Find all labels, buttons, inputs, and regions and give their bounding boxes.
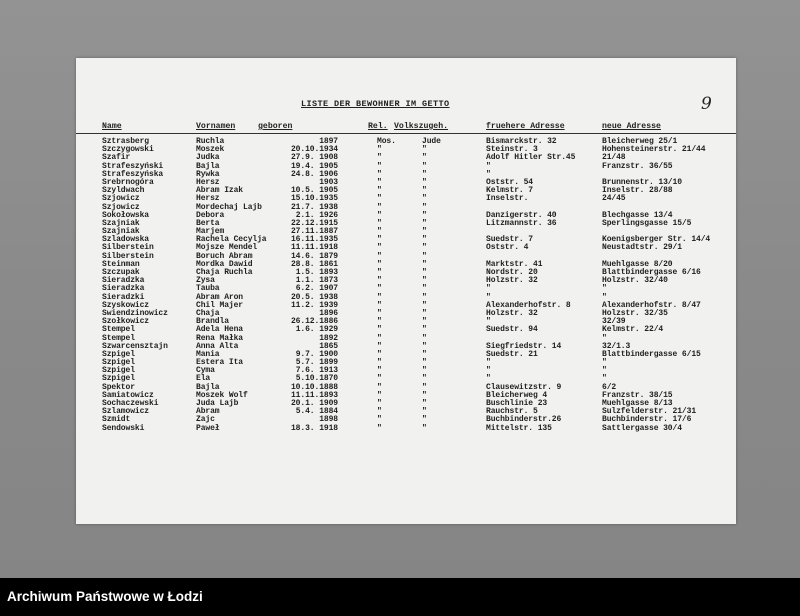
cell-new-address: ": [602, 374, 607, 384]
cell-new-address: Muehlgasse 8/20: [602, 259, 673, 269]
cell-nationality: ": [422, 259, 427, 269]
cell-first-name: Debora: [196, 210, 225, 220]
cell-religion: ": [377, 399, 382, 408]
cell-born: 20.5. 1938: [290, 292, 338, 302]
cell-religion: ": [377, 194, 382, 204]
cell-religion: ": [377, 251, 382, 261]
page-number: 9: [701, 94, 712, 114]
cell-born: 27.9. 1908: [290, 153, 338, 163]
cell-first-name: Anna Alta: [196, 341, 239, 351]
cell-new-address: Kelmstr. 22/4: [602, 325, 664, 335]
cell-born: 21.7. 1938: [290, 202, 338, 212]
cell-born: 20.1. 1909: [290, 399, 338, 408]
cell-first-name: Berta: [196, 218, 220, 228]
cell-old-address: Alexanderhofstr. 8: [486, 300, 571, 310]
cell-old-address: ": [486, 374, 491, 384]
cell-first-name: Boruch Abram: [196, 251, 253, 261]
cell-born: 26.12.1886: [290, 317, 338, 327]
cell-nationality: ": [422, 186, 427, 196]
cell-first-name: Marjem: [196, 227, 225, 237]
cell-new-address: Buchbinderstr. 17/6: [602, 415, 692, 425]
cell-religion: ": [377, 333, 382, 343]
cell-nationality: ": [422, 358, 427, 368]
cell-nationality: ": [422, 268, 427, 277]
cell-born: 5.4. 1884: [295, 407, 338, 417]
cell-religion: ": [377, 268, 382, 277]
cell-old-address: ": [486, 161, 491, 171]
cell-first-name: Bajla: [196, 161, 220, 171]
cell-first-name: Abram Aron: [196, 292, 244, 302]
cell-old-address: ": [486, 292, 491, 302]
cell-religion: ": [377, 153, 382, 163]
cell-born: 20.10.1934: [290, 145, 338, 155]
cell-nationality: ": [422, 415, 427, 425]
cell-new-address: Blattbindergasse 6/15: [602, 349, 701, 359]
cell-religion: ": [377, 325, 382, 335]
cell-nationality: ": [422, 251, 427, 261]
cell-nationality: ": [422, 276, 427, 286]
cell-old-address: Holzstr. 32: [486, 308, 538, 318]
cell-name: Szczygowski: [102, 145, 154, 155]
cell-first-name: Moszek Wolf: [196, 390, 248, 400]
cell-first-name: Rena Małka: [196, 333, 244, 343]
cell-nationality: ": [422, 374, 427, 384]
cell-first-name: Hersz: [196, 194, 220, 204]
cell-born: 1.1. 1873: [295, 276, 338, 286]
cell-first-name: Ela: [196, 374, 211, 384]
cell-nationality: ": [422, 292, 427, 302]
cell-religion: ": [377, 210, 382, 220]
cell-religion: Mos.: [377, 137, 396, 146]
cell-old-address: Siegfriedstr. 14: [486, 341, 562, 351]
cell-new-address: Franzstr. 36/55: [602, 161, 673, 171]
cell-nationality: ": [422, 218, 427, 228]
cell-nationality: ": [422, 284, 427, 294]
cell-first-name: Estera Ita: [196, 358, 244, 368]
cell-old-address: Clausewitzstr. 9: [486, 382, 562, 392]
cell-first-name: Rachela Cecylja: [196, 235, 267, 245]
cell-new-address: 6/2: [602, 382, 617, 392]
cell-nationality: ": [422, 382, 427, 392]
cell-born: 27.11.1887: [290, 227, 338, 237]
table-row: [76, 310, 736, 318]
header-new-address: neue Adresse: [602, 122, 661, 131]
cell-name: Szajniak: [102, 218, 140, 228]
cell-name: Sieradzka: [102, 284, 145, 294]
cell-new-address: Inselstr. 28/88: [602, 186, 673, 196]
cell-born: 5.7. 1899: [295, 358, 338, 368]
table-header: [76, 120, 736, 134]
cell-religion: ": [377, 218, 382, 228]
cell-religion: ": [377, 349, 382, 359]
cell-name: Swiendzinowicz: [102, 308, 168, 318]
cell-nationality: ": [422, 333, 427, 343]
cell-old-address: Oststr. 4: [486, 243, 529, 253]
cell-nationality: ": [422, 423, 427, 433]
cell-old-address: Adolf Hitler Str.45: [486, 153, 576, 163]
cell-nationality: ": [422, 194, 427, 204]
cell-old-address: Steinstr. 3: [486, 145, 538, 155]
cell-name: Srebrnogóra: [102, 177, 154, 187]
cell-first-name: Cyma: [196, 366, 215, 376]
cell-first-name: Chaja: [196, 308, 220, 318]
cell-nationality: ": [422, 349, 427, 359]
cell-religion: ": [377, 235, 382, 245]
cell-name: Sokołowska: [102, 210, 150, 220]
table-row: [76, 277, 736, 285]
cell-born: 11.11.1918: [290, 243, 338, 253]
table-row: [76, 367, 736, 375]
cell-religion: ": [377, 366, 382, 376]
cell-first-name: Mojsze Mendel: [196, 243, 258, 253]
cell-new-address: Sperlingsgasse 15/5: [602, 218, 692, 228]
table-row: [76, 163, 736, 171]
table-row: [76, 359, 736, 367]
table-row: [76, 335, 736, 343]
cell-nationality: ": [422, 177, 427, 187]
cell-born: 15.10.1935: [290, 194, 338, 204]
cell-religion: ": [377, 390, 382, 400]
cell-religion: ": [377, 186, 382, 196]
cell-nationality: ": [422, 210, 427, 220]
archive-footer: [0, 578, 800, 616]
table-row: [76, 375, 736, 383]
cell-old-address: Holzstr. 32: [486, 276, 538, 286]
header-nationality: Volkszugeh.: [394, 122, 449, 131]
cell-nationality: ": [422, 317, 427, 327]
cell-born: 18.3. 1918: [290, 423, 338, 433]
cell-name: Samiatowicz: [102, 390, 154, 400]
cell-name: Szyldwach: [102, 186, 145, 196]
cell-name: Sieradzka: [102, 276, 145, 286]
cell-nationality: ": [422, 235, 427, 245]
cell-new-address: ": [602, 333, 607, 343]
cell-old-address: Suedstr. 7: [486, 235, 534, 245]
cell-religion: ": [377, 243, 382, 253]
cell-born: 16.11.1935: [290, 235, 338, 245]
table-row: [76, 220, 736, 228]
cell-first-name: Tauba: [196, 284, 220, 294]
cell-name: Sztrasberg: [102, 137, 150, 146]
cell-religion: ": [377, 161, 382, 171]
cell-old-address: Rauchstr. 5: [486, 407, 538, 417]
cell-religion: ": [377, 300, 382, 310]
cell-nationality: ": [422, 227, 427, 237]
cell-born: 22.12.1915: [290, 218, 338, 228]
cell-first-name: Mordechaj Lajb: [196, 202, 262, 212]
cell-old-address: Bismarckstr. 32: [486, 137, 557, 146]
cell-first-name: Paweł: [196, 423, 220, 433]
cell-name: Silberstein: [102, 251, 154, 261]
cell-new-address: Blechgasse 13/4: [602, 210, 673, 220]
cell-old-address: ": [486, 366, 491, 376]
cell-name: Stempel: [102, 333, 135, 343]
cell-old-address: Marktstr. 41: [486, 259, 543, 269]
cell-old-address: Nordstr. 20: [486, 268, 538, 277]
cell-name: Sieradzki: [102, 292, 145, 302]
cell-old-address: Danzigerstr. 40: [486, 210, 557, 220]
table-row: [76, 425, 736, 433]
cell-nationality: ": [422, 153, 427, 163]
cell-name: Strafeszyński: [102, 161, 164, 171]
cell-new-address: ": [602, 292, 607, 302]
cell-nationality: ": [422, 169, 427, 179]
cell-religion: ": [377, 341, 382, 351]
cell-new-address: Franzstr. 38/15: [602, 390, 673, 400]
header-born: geboren: [258, 122, 293, 131]
cell-nationality: ": [422, 407, 427, 417]
cell-born: 10.10.1888: [290, 382, 338, 392]
cell-religion: ": [377, 358, 382, 368]
cell-name: Szpigel: [102, 349, 135, 359]
cell-old-address: ": [486, 358, 491, 368]
cell-new-address: Alexanderhofstr. 8/47: [602, 300, 701, 310]
cell-new-address: ": [602, 366, 607, 376]
cell-old-address: Suedstr. 21: [486, 349, 538, 359]
cell-first-name: Chil Majer: [196, 300, 244, 310]
cell-born: 1903: [319, 177, 338, 187]
header-old-address: fruehere Adresse: [486, 122, 565, 131]
cell-new-address: Muehlgasse 8/13: [602, 399, 673, 408]
document-title: LISTE DER BEWOHNER IM GETTO: [301, 99, 450, 109]
cell-nationality: ": [422, 399, 427, 408]
cell-religion: ": [377, 259, 382, 269]
cell-religion: ": [377, 317, 382, 327]
cell-old-address: Buschlinie 23: [486, 399, 548, 408]
cell-name: Szczupak: [102, 268, 140, 277]
header-religion: Rel.: [368, 122, 388, 131]
cell-old-address: Mittelstr. 135: [486, 423, 552, 433]
cell-born: 1.6. 1929: [295, 325, 338, 335]
cell-first-name: Brandla: [196, 317, 229, 327]
cell-name: Szlamowicz: [102, 407, 150, 417]
cell-new-address: Koenigsberger Str. 14/4: [602, 235, 711, 245]
cell-born: 9.7. 1900: [295, 349, 338, 359]
cell-nationality: Jude: [422, 137, 441, 146]
cell-born: 1.5. 1893: [295, 268, 338, 277]
cell-name: Steinman: [102, 259, 140, 269]
cell-nationality: ": [422, 145, 427, 155]
cell-nationality: ": [422, 390, 427, 400]
cell-born: 19.4. 1905: [290, 161, 338, 171]
cell-nationality: ": [422, 161, 427, 171]
cell-name: Szajniak: [102, 227, 140, 237]
cell-nationality: ": [422, 243, 427, 253]
cell-old-address: Kelmstr. 7: [486, 186, 534, 196]
cell-name: Sochaczewski: [102, 399, 159, 408]
cell-new-address: Hohensteinerstr. 21/44: [602, 145, 706, 155]
cell-first-name: Abram: [196, 407, 220, 417]
cell-old-address: ": [486, 317, 491, 327]
cell-old-address: Inselstr.: [486, 194, 529, 204]
cell-nationality: ": [422, 308, 427, 318]
cell-first-name: Moszek: [196, 145, 225, 155]
cell-first-name: Judka: [196, 153, 220, 163]
cell-religion: ": [377, 374, 382, 384]
cell-new-address: Sattlergasse 30/4: [602, 423, 682, 433]
cell-nationality: ": [422, 366, 427, 376]
cell-old-address: Oststr. 54: [486, 177, 534, 187]
table-row: [76, 285, 736, 293]
cell-nationality: ": [422, 300, 427, 310]
cell-born: 2.1. 1926: [295, 210, 338, 220]
cell-old-address: Suedstr. 94: [486, 325, 538, 335]
header-first-name: Vornamen: [196, 122, 236, 131]
cell-name: Szjowicz: [102, 194, 140, 204]
cell-name: Szmidt: [102, 415, 131, 425]
cell-new-address: ": [602, 284, 607, 294]
cell-religion: ": [377, 202, 382, 212]
cell-first-name: Mania: [196, 349, 220, 359]
cell-new-address: Holzstr. 32/35: [602, 308, 668, 318]
cell-born: 24.8. 1906: [290, 169, 338, 179]
cell-born: 1898: [319, 415, 338, 425]
cell-religion: ": [377, 177, 382, 187]
cell-name: Szwarcensztajn: [102, 341, 168, 351]
cell-nationality: ": [422, 325, 427, 335]
cell-name: Szladowska: [102, 235, 150, 245]
cell-old-address: Litzmannstr. 36: [486, 218, 557, 228]
cell-born: 6.2. 1907: [295, 284, 338, 294]
cell-name: Stempel: [102, 325, 135, 335]
cell-born: 11.11.1893: [290, 390, 338, 400]
cell-born: 7.6. 1913: [295, 366, 338, 376]
cell-religion: ": [377, 308, 382, 318]
cell-nationality: ": [422, 202, 427, 212]
cell-religion: ": [377, 407, 382, 417]
cell-born: 1892: [319, 333, 338, 343]
cell-new-address: Neustadtstr. 29/1: [602, 243, 682, 253]
cell-first-name: Zajc: [196, 415, 215, 425]
cell-religion: ": [377, 284, 382, 294]
table-row: [76, 187, 736, 195]
cell-first-name: Juda Lajb: [196, 399, 239, 408]
cell-name: Silberstein: [102, 243, 154, 253]
cell-name: Spektor: [102, 382, 135, 392]
cell-born: 11.2. 1939: [290, 300, 338, 310]
cell-first-name: Chaja Ruchla: [196, 268, 253, 277]
cell-name: Szpigel: [102, 358, 135, 368]
cell-name: Szyskowicz: [102, 300, 150, 310]
cell-first-name: Adela Hena: [196, 325, 244, 335]
document-sheet: [76, 58, 736, 524]
table-row: [76, 326, 736, 334]
cell-new-address: 32/39: [602, 317, 626, 327]
cell-name: Szjowicz: [102, 202, 140, 212]
cell-new-address: Brunnenstr. 13/10: [602, 177, 682, 187]
cell-first-name: Rywka: [196, 169, 220, 179]
cell-born: 1897: [319, 137, 338, 146]
cell-new-address: 32/1.3: [602, 341, 631, 351]
table-row: [76, 195, 736, 203]
table-row: [76, 351, 736, 359]
cell-name: Szafir: [102, 153, 131, 163]
cell-first-name: Abram Izak: [196, 186, 244, 196]
cell-new-address: 21/48: [602, 153, 626, 163]
cell-born: 1896: [319, 308, 338, 318]
cell-first-name: Zysa: [196, 276, 215, 286]
cell-name: Szpigel: [102, 366, 135, 376]
cell-name: Szpigel: [102, 374, 135, 384]
cell-first-name: Hersz: [196, 177, 220, 187]
cell-old-address: ": [486, 284, 491, 294]
cell-old-address: Buchbinderstr.26: [486, 415, 562, 425]
cell-religion: ": [377, 415, 382, 425]
cell-new-address: ": [602, 358, 607, 368]
cell-new-address: Sulzfelderstr. 21/31: [602, 407, 697, 417]
cell-name: Strafeszyńska: [102, 169, 164, 179]
cell-nationality: ": [422, 341, 427, 351]
cell-new-address: Blattbindergasse 6/16: [602, 268, 701, 277]
cell-name: Sendowski: [102, 423, 145, 433]
cell-religion: ": [377, 227, 382, 237]
cell-religion: ": [377, 169, 382, 179]
cell-religion: ": [377, 276, 382, 286]
cell-new-address: Bleicherweg 25/1: [602, 137, 678, 146]
cell-religion: ": [377, 423, 382, 433]
cell-old-address: Bleicherweg 4: [486, 390, 548, 400]
cell-first-name: Ruchla: [196, 137, 225, 146]
archive-label: Archiwum Państwowe w Łodzi: [7, 589, 203, 604]
table-row: [76, 146, 736, 154]
cell-new-address: 24/45: [602, 194, 626, 204]
cell-born: 10.5. 1905: [290, 186, 338, 196]
cell-born: 14.6. 1879: [290, 251, 338, 261]
cell-religion: ": [377, 382, 382, 392]
cell-old-address: ": [486, 169, 491, 179]
cell-religion: ": [377, 145, 382, 155]
table-body: [76, 138, 736, 433]
cell-new-address: Holzstr. 32/40: [602, 276, 668, 286]
cell-born: 28.8. 1861: [290, 259, 338, 269]
cell-religion: ": [377, 292, 382, 302]
header-name: Name: [102, 122, 122, 131]
cell-name: Szołkowicz: [102, 317, 150, 327]
cell-born: 1865: [319, 341, 338, 351]
cell-first-name: Mordka Dawid: [196, 259, 253, 269]
table-row: [76, 244, 736, 252]
cell-first-name: Bajla: [196, 382, 220, 392]
cell-born: 5.10.1870: [295, 374, 338, 384]
